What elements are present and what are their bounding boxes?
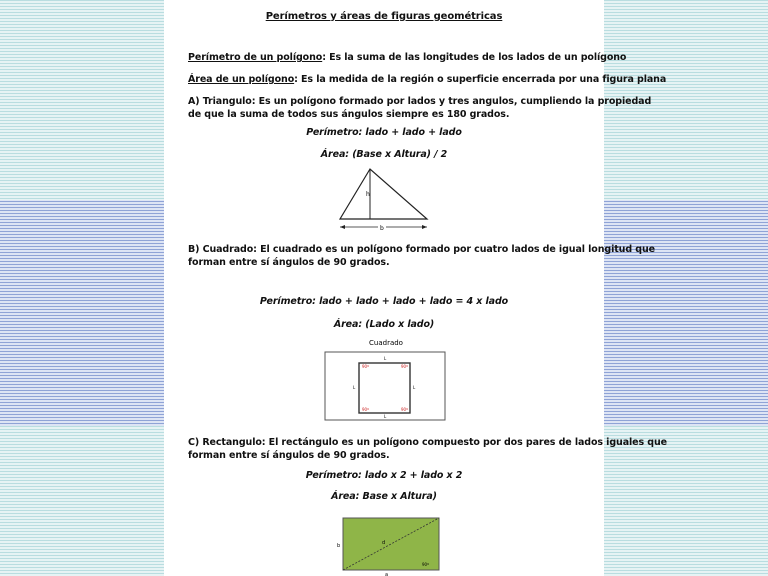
square-angle-label: 90º <box>401 407 408 412</box>
triangle-shape <box>340 169 427 219</box>
square-frame <box>325 352 445 420</box>
rectangle-area-formula: Área: Base x Altura) <box>331 491 437 502</box>
square-side-label-right: L <box>413 385 416 390</box>
square-angle-label: 90º <box>362 407 369 412</box>
definition-perimeter <box>188 51 626 64</box>
arrow-head-left <box>340 225 345 229</box>
triangle-perimeter-formula: Perímetro: lado + lado + lado <box>306 127 462 138</box>
document-page <box>164 0 667 576</box>
rectangle-diagonal-label: d <box>382 540 386 546</box>
square-angle-label: 90º <box>362 364 369 369</box>
square-description-line1: B) Cuadrado: El cuadrado es un polígono formado por cuatro lados de igual longitud que <box>188 244 655 255</box>
triangle-height-label: h <box>366 191 370 198</box>
arrow-head-right <box>422 225 427 229</box>
rectangle-angle-label: 90º <box>422 562 429 567</box>
triangle-description-line2: de que la suma de todos sus ángulos siempre es 180 grados. <box>188 109 510 120</box>
triangle-figure <box>334 164 434 234</box>
square-side-label-left: L <box>353 385 356 390</box>
document-title: Perímetros y áreas de figuras geométricas <box>265 11 503 22</box>
square-perimeter-formula: Perímetro: lado + lado + lado + lado = 4 x lado <box>259 296 509 307</box>
definition-term: Perímetro de un polígono <box>188 52 323 63</box>
definition-term: Área de un polígono <box>188 74 295 85</box>
square-area-formula: Área: (Lado x lado) <box>333 319 435 330</box>
square-figure-title: Cuadrado <box>369 339 403 347</box>
triangle-description-line1: A) Triangulo: Es un polígono formado por lados y tres angulos, cumpliendo la propiedad <box>188 96 652 107</box>
definition-text: : Es la medida de la región o superficie encerrada por una figura plana <box>294 74 667 85</box>
square-side-label-bottom: L <box>384 414 387 419</box>
square-angle-label: 90º <box>401 364 408 369</box>
rectangle-perimeter-formula: Perímetro: lado x 2 + lado x 2 <box>305 470 463 481</box>
triangle-base-label: b <box>380 225 384 232</box>
rectangle-description-line2: forman entre sí ángulos de 90 grados. <box>188 450 390 461</box>
square-side-label-top: L <box>384 356 387 361</box>
square-description-line2: forman entre sí ángulos de 90 grados. <box>188 257 390 268</box>
rectangle-base-label: a <box>385 572 389 576</box>
rectangle-side-b-label: b <box>337 543 341 549</box>
square-figure <box>324 336 448 422</box>
square-shape <box>359 363 410 413</box>
definition-text: : Es la suma de las longitudes de los lados de un polígono <box>322 52 627 63</box>
definition-area <box>188 73 666 86</box>
rectangle-figure <box>334 514 444 576</box>
triangle-area-formula: Área: (Base x Altura) / 2 <box>320 149 448 160</box>
rectangle-description-line1: C) Rectangulo: El rectángulo es un polígono compuesto por dos pares de lados iguales que <box>188 437 667 448</box>
